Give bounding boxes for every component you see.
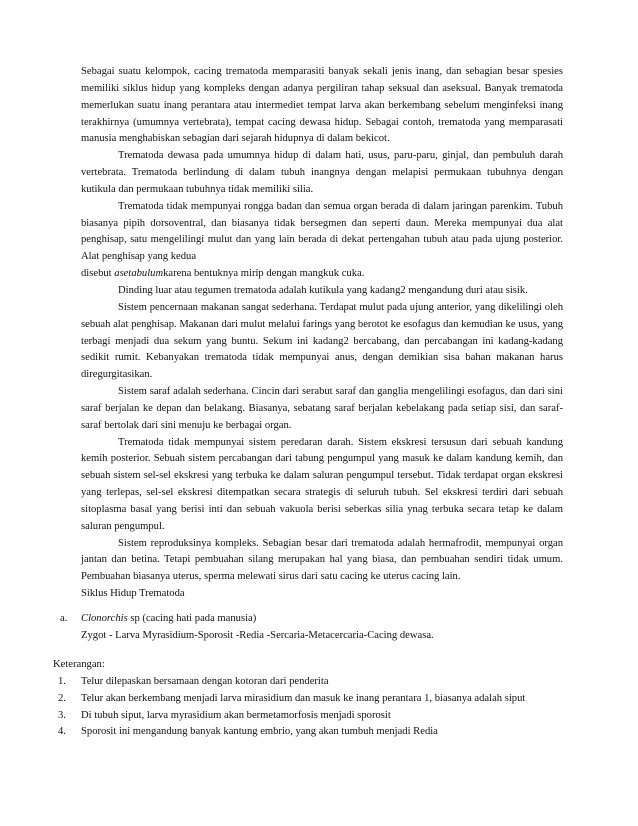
paragraph-6: Sistem saraf adalah sederhana. Cincin dari serabut saraf dan ganglia mengelilingi esofagus, dan dari sini saraf berjalan ke depan dan belakang. Biasanya, sebatang saraf berjalan kebelakang pada setiap sisi, dan saraf-saraf bertolak dari sini menuju ke berbagai organ. xyxy=(81,386,563,431)
keterangan-section xyxy=(53,657,563,741)
list-text: Sporosit ini mengandung banyak kantung embrio, yang akan tumbuh menjadi Redia xyxy=(81,726,438,738)
list-text: Di tubuh siput, larva myrasidium akan bermetamorfosis menjadi sporosit xyxy=(81,709,391,721)
body-text xyxy=(81,64,563,603)
list-item xyxy=(53,691,563,708)
list-number: 3. xyxy=(58,709,66,721)
list-item xyxy=(53,708,563,725)
paragraph-8: Sistem reproduksinya kompleks. Sebagian besar dari trematoda adalah hermafrodit, mempunyai organ jantan dan betina. Tetapi pembuahan silang merupakan hal yang biasa, dan pembuahan sendiri tidak umum. Pembuahan biasanya uterus, sperma melewati sirus dari satu cacing ke uterus cacing lain. xyxy=(81,537,563,583)
siklus-title: Siklus Hidup Trematoda xyxy=(81,588,185,600)
list-item xyxy=(53,674,563,691)
asetabulum-term: asetabulum xyxy=(114,268,164,280)
paragraph-5: Sistem pencernaan makanan sangat sederhana. Terdapat mulut pada ujung anterior, yang dikelilingi oleh sebuah alat penghisap. Makanan dari mulut melalui farings yang berotot ke esofagus dan kemudian ke usus, yang terbagi menjadi dua sekum yang buntu. Sekum ini kadang2 bercabang, dan percabangan ini kadang-kadang sedikit rumit. Kebanyakan trematoda tidak mempunyai anus, dengan demikian sisa bahan makanan harus diregurgitasikan. xyxy=(81,301,563,381)
list-number: 2. xyxy=(58,692,66,704)
asetabulum-line xyxy=(81,266,563,283)
asetabulum-suffix: karena bentuknya mirip dengan mangkuk cuka. xyxy=(163,268,365,280)
zygot-line: Zygot - Larva Myrasidium-Sporosit -Redia -Sercaria-Metacercaria-Cacing dewasa. xyxy=(81,629,434,641)
keterangan-title: Keterangan: xyxy=(53,659,105,670)
list-item-a xyxy=(60,611,560,645)
list-number: 4. xyxy=(58,726,66,738)
list-item xyxy=(53,724,563,741)
species-name: Clonorchis xyxy=(81,613,128,624)
list-text: Telur dilepaskan bersamaan dengan kotoran dari penderita xyxy=(81,675,329,687)
paragraph-7: Trematoda tidak mempunyai sistem peredaran darah. Sistem ekskresi tersusun dari sebuah kandung kemih posterior. Sebuah sistem percabangan dari tabung pengumpul yang masuk ke dalam kandung kemih, dan sebuah sistem sel-sel ekskresi yang terbuka ke dalam saluran pengumpul tersebut. Tidak terdapat organ ekskresi yang terlepas, sel-sel ekskresi ditempatkan secara strategis di seluruh tubuh. Sel ekskresi terdiri dari sebuah sitoplasma basal yang berisi inti dan sebuah vakuola berisi seberkas silia ynag terbuka secara tetap ke dalam saluran pengumpul. xyxy=(81,436,563,532)
list-text: Telur akan berkembang menjadi larva mirasidium dan masuk ke inang perantara 1, biasanya adalah siput xyxy=(81,692,526,704)
list-marker-a: a. xyxy=(60,613,68,624)
species-description: sp (cacing hati pada manusia) xyxy=(127,613,257,624)
list-number: 1. xyxy=(58,675,66,687)
paragraph-3: Trematoda tidak mempunyai rongga badan dan semua organ berada di dalam jaringan parenkim. Tubuh biasanya pipih dorsoventral, dan biasanya tidak bersegmen dan seperti daun. Mereka mempunyai dua alat penghisap, satu mengelilingi mulut dan yang lain berada di dekat pertengahan tubuh atau pada ujung posterior. Alat penghisap yang kedua xyxy=(81,200,563,263)
asetabulum-prefix: disebut xyxy=(81,268,115,280)
paragraph-2: Trematoda dewasa pada umumnya hidup di dalam hati, usus, paru-paru, ginjal, dan pembuluh darah vertebrata. Trematoda berlindung di dalam tubuh inangnya dengan melapisi permukaan tubuhnya dengan kutikula dan permukaan tubuhnya tidak memiliki silia. xyxy=(81,150,563,195)
paragraph-1: Sebagai suatu kelompok, cacing trematoda memparasiti banyak sekali jenis inang, dan sebagian besar spesies memiliki siklus hidup yang kompleks dengan adanya pergiliran tahap seksual dan aseksual. Banyak trematoda memerlukan suatu inang perantara atau intermediet tempat larva akan berkembang sebelum menginfeksi inang terakhirnya (umumnya vertebrata), tempat cacing dewasa hidup. Sebagai contoh, trematoda yang memparasati manusia menghabiskan sebagian dari sejarah hidupnya di dalam bekicot. xyxy=(81,66,563,145)
paragraph-4: Dinding luar atau tegumen trematoda adalah kutikula yang kadang2 mengandung duri atau sisik. xyxy=(118,284,528,296)
